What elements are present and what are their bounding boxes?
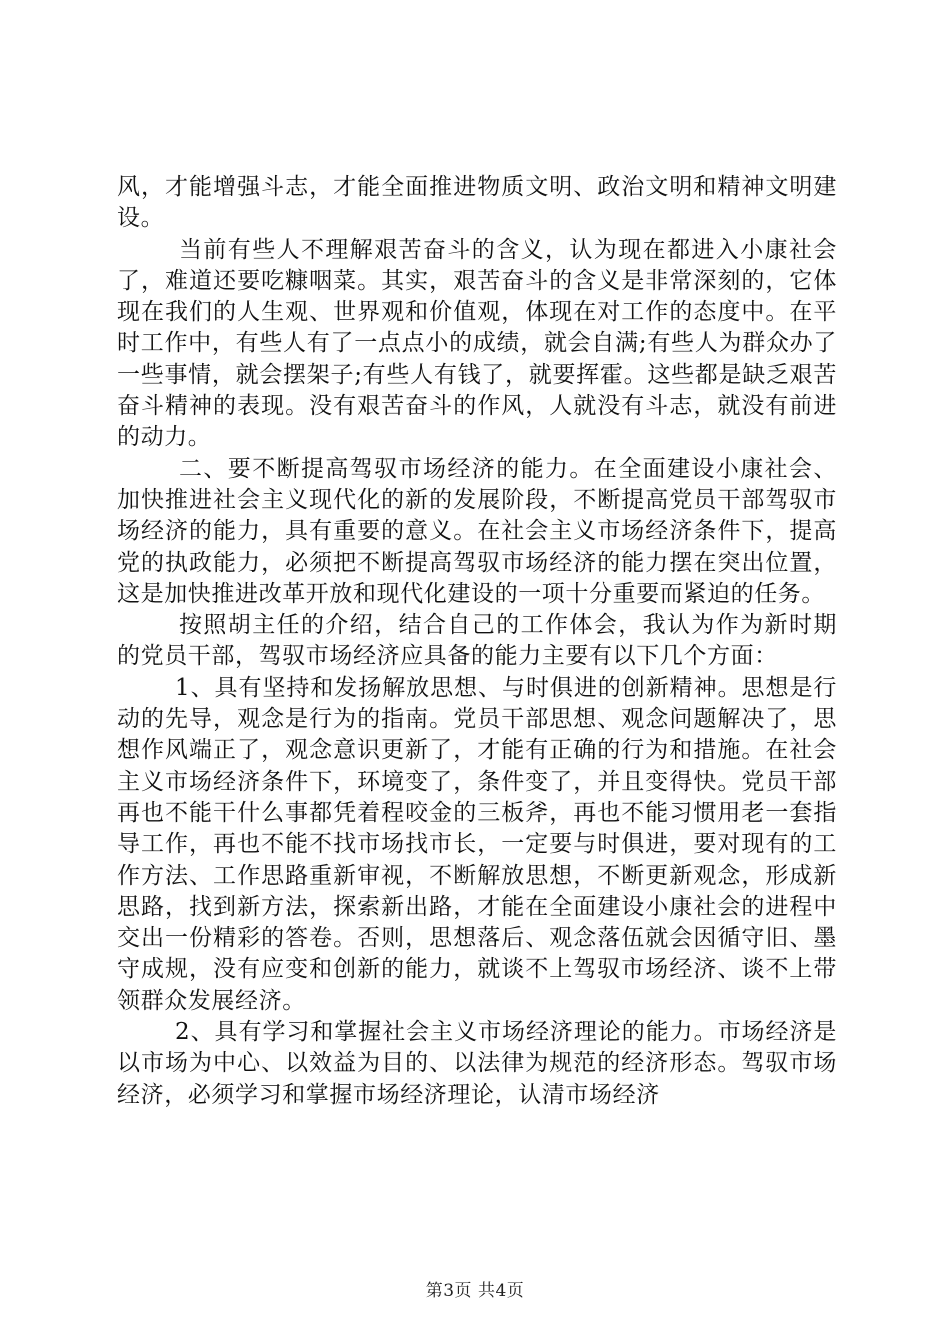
page-footer: 第3页 共4页 [425,1281,525,1301]
paragraph-continuation: 风，才能增强斗志，才能全面推进物质文明、政治文明和精神文明建设。 [117,174,837,232]
document-body [117,172,837,1111]
paragraph-point-two: 2、具有学习和掌握社会主义市场经济理论的能力。市场经济是以市场为中心、以效益为目的、以法律为规范的经济形态。驾驭市场经济，必须学习和掌握市场经济理论，认清市场经济 [117,1019,837,1108]
paragraph-introduction: 按照胡主任的介绍，结合自己的工作体会，我认为作为新时期的党员干部，驾驭市场经济应具备的能力主要有以下几个方面： [117,612,837,670]
paragraph-hard-work: 当前有些人不理解艰苦奋斗的含义，认为现在都进入小康社会了，难道还要吃糠咽菜。其实，艰苦奋斗的含义是非常深刻的，它体现在我们的人生观、世界观和价值观，体现在对工作的态度中。在平时工作中，有些人有了一点点小的成绩，就会自满;有些人为群众办了一些事情，就会摆架子;有些人有钱了，就要挥霍。这些都是缺乏艰苦奋斗精神的表现。没有艰苦奋斗的作风，人就没有斗志，就没有前进的动力。 [117,236,837,451]
paragraph-point-one: 1、具有坚持和发扬解放思想、与时俱进的创新精神。思想是行动的先导，观念是行为的指南。党员干部思想、观念问题解决了，思想作风端正了，观念意识更新了，才能有正确的行为和措施。在社会主义市场经济条件下，环境变了，条件变了，并且变得快。党员干部再也不能干什么事都凭着程咬金的三板斧，再也不能习惯用老一套指导工作，再也不能不找市场找市长，一定要与时俱进，要对现有的工作方法、工作思路重新审视，不断解放思想，不断更新观念，形成新思路，找到新方法，探索新出路，才能在全面建设小康社会的进程中交出一份精彩的答卷。否则，思想落后、观念落伍就会因循守旧、墨守成规，没有应变和创新的能力，就谈不上驾驭市场经济、谈不上带领群众发展经济。 [117,674,837,1014]
paragraph-section-two: 二、要不断提高驾驭市场经济的能力。在全面建设小康社会、加快推进社会主义现代化的新的发展阶段，不断提高党员干部驾驭市场经济的能力，具有重要的意义。在社会主义市场经济条件下，提高党的执政能力，必须把不断提高驾驭市场经济的能力摆在突出位置，这是加快推进改革开放和现代化建设的一项十分重要而紧迫的任务。 [117,455,837,607]
